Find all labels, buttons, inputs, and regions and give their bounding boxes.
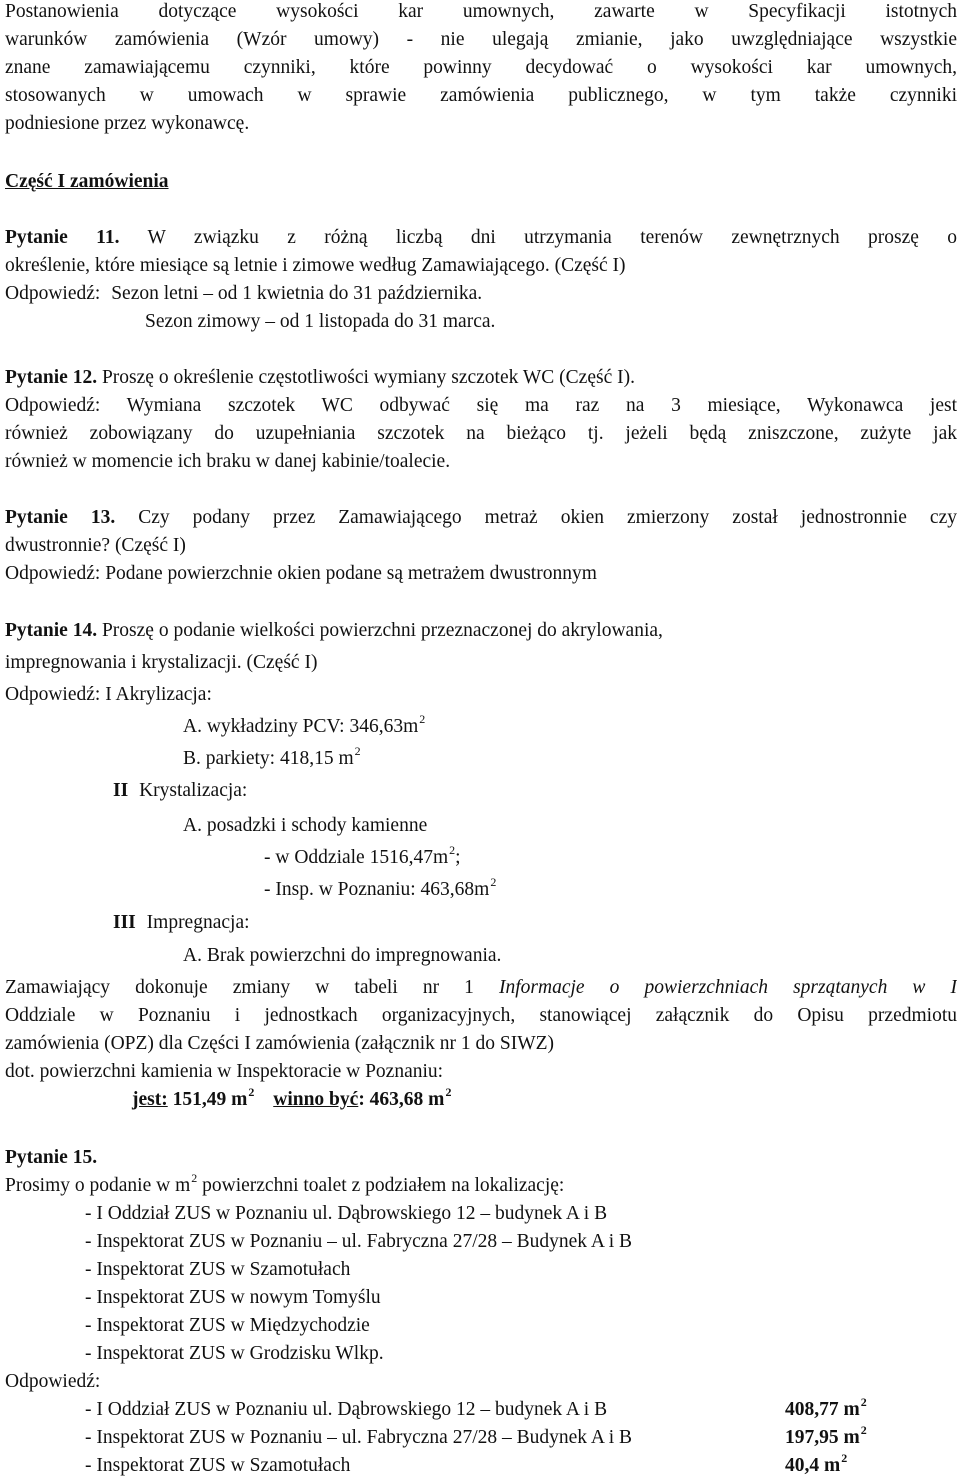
answer-label: Odpowiedź:: [5, 684, 101, 705]
section-title: Akrylizacja:: [115, 684, 212, 705]
question-13-label: Pytanie 13.: [5, 507, 116, 528]
change-values: jest: 151,49 $m^2$ winno być: 463,68 $m^2$: [132, 1085, 452, 1110]
answer-11-text: Sezon zimowy – od 1 listopada do 31 marca.: [145, 311, 496, 332]
intro-line: znane zamawiającemu czynniki, które powinny decydować o wysokości kar umownych,: [5, 57, 957, 78]
change-note-line: Zamawiający dokonuje zmiany w tabeli nr 1 Informacje o powierzchniach sprzątanych w I: [5, 977, 957, 998]
answer-12-text: również w momencie ich braku w danej kabinie/toalecie.: [5, 451, 451, 472]
question-12-line: [5, 366, 635, 392]
answer-15-row: - I Oddział ZUS w Poznaniu ul. Dąbrowskiego 12 – budynek A i B 408,77 $m^2$: [85, 1395, 867, 1420]
answer-12-text: Wymiana szczotek WC odbywać się ma raz na 3 miesiące, Wykonawca jest: [126, 395, 957, 416]
section-title: Krystalizacja:: [139, 780, 248, 801]
location-item: - I Oddział ZUS w Poznaniu ul. Dąbrowskiego 12 – budynek A i B: [85, 1203, 608, 1224]
question-15-label: Pytanie 15.: [5, 1147, 98, 1168]
section-number: III: [113, 912, 136, 933]
answer-14-subitem: - w Oddziale $1516,47m^2$;: [264, 843, 461, 868]
question-11-line: [5, 226, 957, 252]
answer-14-section-2: [113, 779, 247, 805]
answer-11: [5, 282, 482, 308]
answer-label: Odpowiedź:: [5, 395, 101, 416]
answer-label: Odpowiedź:: [5, 563, 101, 584]
intro-line: podniesione przez wykonawcę.: [5, 113, 250, 134]
location-item: - Inspektorat ZUS w Międzychodzie: [85, 1315, 370, 1336]
answer-13: [5, 562, 597, 588]
question-14-text: Proszę o podanie wielkości powierzchni przeznaczonej do akrylowania,: [101, 620, 663, 641]
question-14-label: Pytanie 14.: [5, 620, 98, 641]
answer-13-text: Podane powierzchnie okien podane są metrażem dwustronnym: [105, 563, 597, 584]
change-note-line: zamówienia (OPZ) dla Części I zamówienia (załącznik nr 1 do SIWZ): [5, 1033, 555, 1054]
intro-line: stosowanych w umowach w sprawie zamówienia publicznego, w tym także czynniki: [5, 85, 957, 106]
question-14-text: impregnowania i krystalizacji.: [5, 652, 242, 673]
question-12-text: Proszę o określenie częstotliwości wymiany szczotek WC (Część I).: [101, 367, 635, 388]
answer-14-section-1: [5, 683, 212, 709]
answer-12-text: również zobowiązany do uzupełniania szczotek na bieżąco tj. jeżeli będą zniszczone, zużyte jak: [5, 423, 957, 444]
change-note-line: Oddziale w Poznaniu i jednostkach organizacyjnych, stanowiącej załącznik do Opisu przedmiotu: [5, 1005, 957, 1026]
answer-14-item: A. wykładziny PCV: $346,63m^2$: [183, 712, 426, 737]
intro-line: warunków zamówienia (Wzór umowy) - nie ulegają zmianie, jako uwzględniające wszystkie: [5, 29, 957, 50]
section-number: II: [113, 780, 129, 801]
question-11-text: określenie, które miesiące są letnie i zimowe według Zamawiającego.: [5, 255, 550, 276]
answer-15-row: - Inspektorat ZUS w Poznaniu – ul. Fabryczna 27/28 – Budynek A i B 197,95 $m^2$: [85, 1423, 867, 1448]
question-13-line: [5, 506, 957, 532]
part-ref: (Część I): [246, 652, 318, 673]
winno-label: winno być: [273, 1089, 359, 1110]
part-ref: (Część I): [554, 255, 626, 276]
location-item: - Inspektorat ZUS w Szamotułach: [85, 1259, 351, 1280]
part-ref: (Część I): [114, 535, 186, 556]
section-title: Impregnacja:: [146, 912, 250, 933]
question-11-label: Pytanie 11.: [5, 227, 120, 248]
jest-value: 151,49 m: [172, 1089, 248, 1110]
change-note-line: dot. powierzchni kamienia w Inspektoracie w Poznaniu:: [5, 1061, 444, 1082]
question-13-line: [5, 534, 186, 560]
question-14-line: [5, 619, 663, 645]
section-heading: Część I zamówienia: [5, 171, 169, 192]
question-11-text: W związku z różną liczbą dni utrzymania terenów zewnętrznych proszę o: [147, 227, 957, 248]
answer-14-section-3: [113, 911, 250, 937]
section-number: I: [105, 684, 112, 705]
question-12-label: Pytanie 12.: [5, 367, 98, 388]
intro-line: Postanowienia dotyczące wysokości kar umownych, zawarte w Specyfikacji istotnych: [5, 1, 957, 22]
answer-label: Odpowiedź:: [5, 1371, 101, 1392]
answer-15-row: - Inspektorat ZUS w Szamotułach 40,4 $m^2$: [85, 1451, 848, 1476]
question-11-line: [5, 254, 626, 280]
answer-11-text: Sezon letni – od 1 kwietnia do 31 października.: [111, 283, 483, 304]
answer-12: [5, 394, 957, 420]
location-item: - Inspektorat ZUS w Grodzisku Wlkp.: [85, 1343, 384, 1364]
question-14-line: [5, 651, 317, 677]
jest-label: jest:: [132, 1089, 168, 1110]
winno-value: : 463,68 m: [358, 1089, 445, 1110]
location-item: - Inspektorat ZUS w nowym Tomyślu: [85, 1287, 381, 1308]
answer-14-item: B. parkiety: 418,15 $m^2$: [183, 744, 361, 769]
answer-14-item: A. posadzki i schody kamienne: [183, 815, 428, 836]
location-item: - Inspektorat ZUS w Poznaniu – ul. Fabryczna 27/28 – Budynek A i B: [85, 1231, 633, 1252]
answer-label: Odpowiedź:: [5, 283, 101, 304]
answer-14-item: A. Brak powierzchni do impregnowania.: [183, 945, 502, 966]
question-15-text: Prosimy o podanie w $m^2$ powierzchni toalet z podziałem na lokalizację:: [5, 1171, 565, 1196]
question-13-text: dwustronnie?: [5, 535, 111, 556]
question-13-text: Czy podany przez Zamawiającego metraż okien zmierzony został jednostronnie czy: [138, 507, 957, 528]
answer-14-subitem: - Insp. w Poznaniu: $463,68m^2$: [264, 875, 497, 900]
